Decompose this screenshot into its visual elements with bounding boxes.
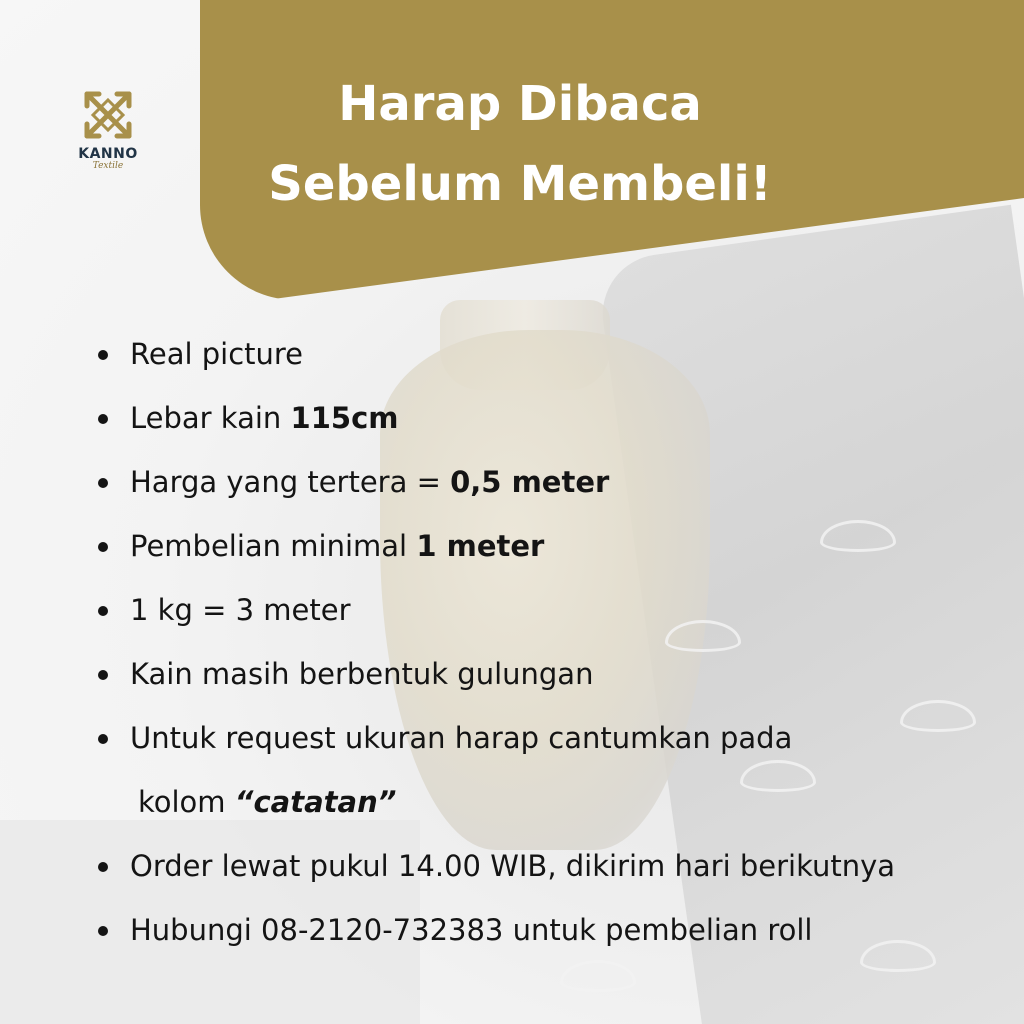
item-text: Pembelian minimal: [130, 529, 417, 563]
title-line-1: Harap Dibaca: [338, 76, 702, 132]
list-item: [96, 834, 996, 898]
list-item: [96, 514, 996, 578]
item-text: Lebar kain: [130, 401, 291, 435]
item-text: Harga yang tertera =: [130, 465, 451, 499]
kanno-knot-icon: [79, 86, 137, 144]
item-text: Hubungi 08-2120-732383 untuk pembelian roll: [130, 913, 813, 947]
item-text: Untuk request ukuran harap cantumkan pada: [130, 721, 793, 755]
item-text: Real picture: [130, 337, 304, 371]
bullet-icon: [98, 414, 108, 424]
title-line-2: Sebelum Membeli!: [268, 156, 772, 212]
list-item: [96, 642, 996, 706]
item-text: Kain masih berbentuk gulungan: [130, 657, 594, 691]
bullet-icon: [98, 670, 108, 680]
bullet-icon: [98, 862, 108, 872]
bullet-icon: [98, 926, 108, 936]
list-item: [96, 450, 996, 514]
item-emphasis: 115cm: [290, 401, 399, 435]
item-text: Order lewat pukul 14.00 WIB, dikirim hari berikutnya: [130, 849, 896, 883]
brand-subtitle: Textile: [92, 161, 124, 171]
item-emphasis: 0,5 meter: [450, 465, 610, 499]
item-text: 1 kg = 3 meter: [130, 593, 351, 627]
list-item: [96, 578, 996, 642]
item-emphasis: 1 meter: [416, 529, 545, 563]
page-title: [220, 64, 820, 224]
list-item: [96, 898, 996, 962]
list-item: [96, 386, 996, 450]
item-text: kolom: [138, 785, 235, 819]
item-continuation: [130, 770, 996, 834]
bullet-icon: [98, 734, 108, 744]
list-item: [96, 706, 996, 834]
item-emphasis: “catatan”: [234, 785, 397, 819]
brand-logo: [66, 86, 150, 171]
list-item: [96, 322, 996, 386]
cloud-motif: [560, 960, 636, 992]
info-list: [96, 322, 996, 962]
brand-name: KANNO: [78, 146, 138, 162]
bullet-icon: [98, 478, 108, 488]
bullet-icon: [98, 606, 108, 616]
bullet-icon: [98, 542, 108, 552]
bullet-icon: [98, 350, 108, 360]
